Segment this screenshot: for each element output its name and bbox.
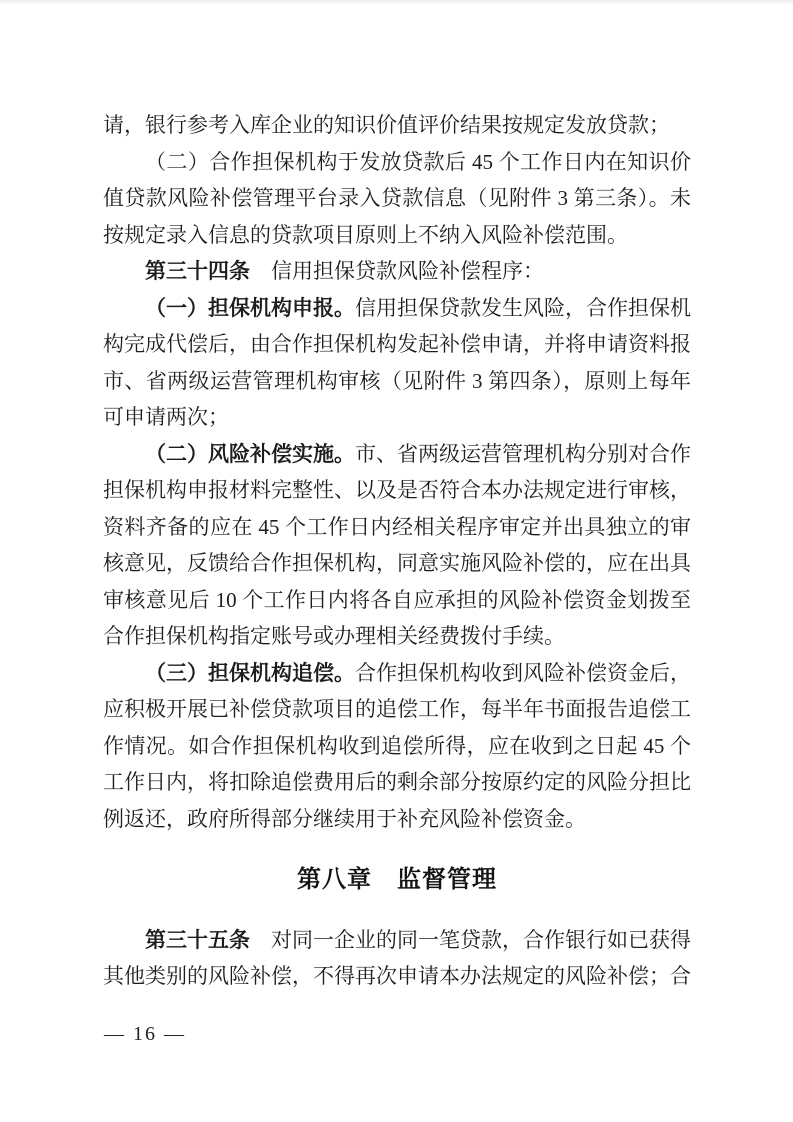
emphasis-run: 第八章 监督管理	[297, 866, 497, 893]
paragraph	[103, 290, 691, 436]
text-run: 请，银行参考入库企业的知识价值评价结果按规定发放贷款；	[103, 113, 670, 137]
paragraph	[103, 436, 691, 655]
paragraph	[103, 253, 691, 290]
text-run: 对同一企业的同一笔贷款，合作银行如已获得其他类别的风险补偿，不得再次申请本办法规定的风险补偿；合	[103, 927, 691, 988]
emphasis-run: （一）担保机构申报。	[145, 295, 355, 320]
page-number: — 16 —	[104, 1023, 186, 1045]
text-run: 信用担保贷款发生风险，合作担保机构完成代偿后，由合作担保机构发起补偿申请，并将申请资料报市、省两级运营管理机构审核（见附件 3 第四条），原则上每年可申请两次；	[103, 295, 691, 429]
chapter-heading	[103, 862, 691, 899]
text-run: 信用担保贷款风险补偿程序：	[250, 259, 544, 283]
emphasis-run: （三）担保机构追偿。	[145, 660, 355, 685]
emphasis-run: （二）风险补偿实施。	[145, 441, 355, 466]
paragraph	[103, 144, 691, 254]
paragraph	[103, 922, 691, 995]
text-run: （二）合作担保机构于发放贷款后 45 个工作日内在知识价值贷款风险补偿管理平台录入贷款信息（见附件 3 第三条）。未按规定录入信息的贷款项目原则上不纳入风险补偿范围。	[103, 149, 691, 247]
text-run: 合作担保机构收到风险补偿资金后，应积极开展已补偿贷款项目的追偿工作，每半年书面报告追偿工作情况。如合作担保机构收到追偿所得，应在收到之日起 45 个工作日内，将扣除追偿费用后的剩余部分按原约定的风险分担比例返还，政府所得部分继续用于补充风险补偿资金。	[103, 660, 691, 831]
emphasis-run: 第三十五条	[145, 927, 250, 952]
paragraph	[103, 107, 691, 144]
emphasis-run: 第三十四条	[145, 259, 250, 283]
document-body	[103, 107, 691, 995]
scan-edge	[0, 0, 793, 5]
paragraph	[103, 655, 691, 838]
text-run: 市、省两级运营管理机构分别对合作担保机构申报材料完整性、以及是否符合本办法规定进行审核，资料齐备的应在 45 个工作日内经相关程序审定并出具独立的审核意见，反馈给合作担保机构，同意实施风险补偿的，应在出具审核意见后 10 个工作日内将各自应承担的风险补偿资金划拨至合作担保机构指定账号或办理相关经费拨付手续。	[103, 441, 691, 648]
